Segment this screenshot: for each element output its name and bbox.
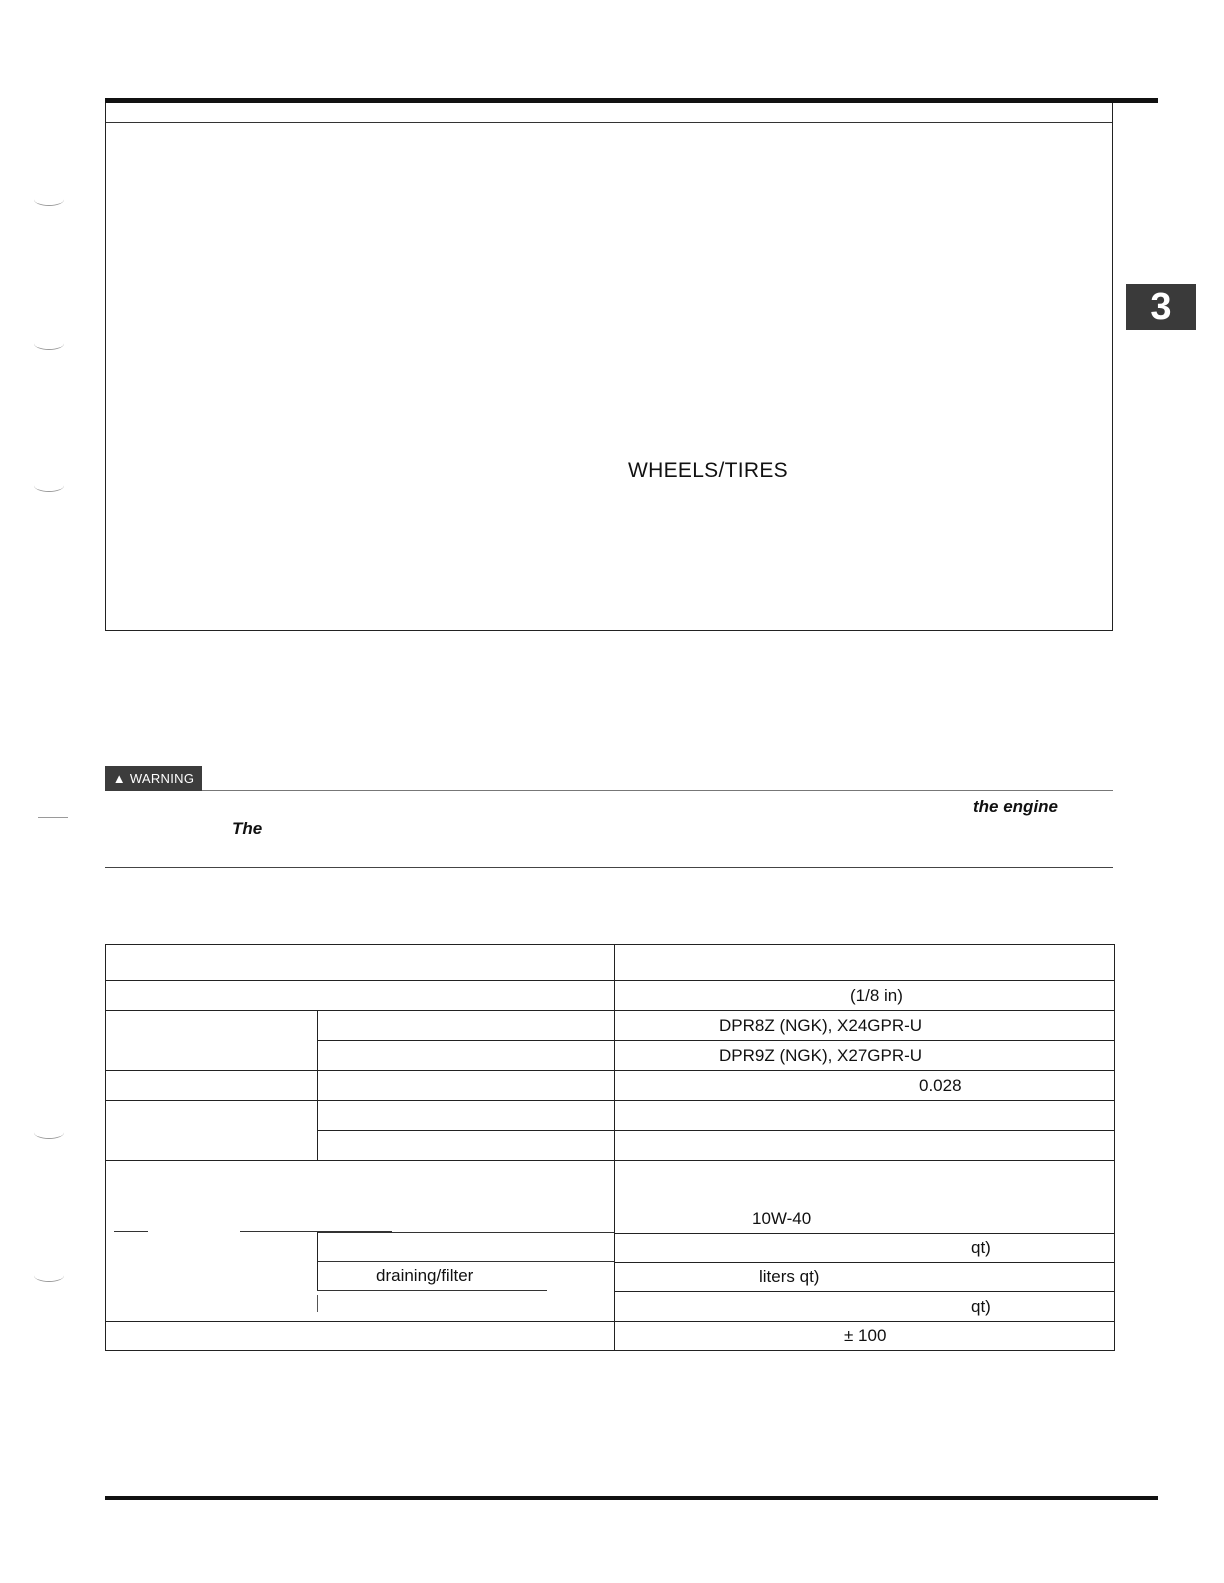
warning-bottom-rule (105, 867, 1113, 868)
spec-value-cell: DPR8Z (NGK), X24GPR-U (615, 1011, 1115, 1041)
spec-subitem-cell (318, 1011, 615, 1041)
spec-subitem-label: draining/filter (376, 1266, 474, 1285)
spec-value-cell: 0.028 (615, 1071, 1115, 1101)
spec-item-cell (106, 1161, 615, 1322)
toc-item-wheels-tires[interactable]: WHEELS/TIRES (628, 459, 788, 482)
spec-value-cell: liters qt) (615, 1263, 1115, 1292)
spec-item-cell (106, 981, 615, 1011)
spec-subitem-cell (318, 1071, 615, 1101)
spec-value-cell: ± 100 (615, 1322, 1115, 1351)
margin-binding-mark (34, 193, 64, 206)
spec-value-cell (615, 1131, 1115, 1161)
contents-box (105, 103, 1113, 631)
table-fragment-line (114, 1231, 148, 1232)
spec-value-cell: qt) (615, 1234, 1115, 1263)
table-fragment-line (317, 1295, 318, 1312)
table-row (106, 1071, 1115, 1101)
bottom-rule (105, 1496, 1158, 1500)
table-fragment-line (317, 1290, 547, 1291)
spec-value-cell: DPR9Z (NGK), X27GPR-U (615, 1041, 1115, 1071)
table-row (106, 1101, 1115, 1131)
table-fragment-line (317, 1261, 318, 1290)
spec-item-cell (106, 1071, 318, 1101)
table-fragment-line (317, 1232, 318, 1261)
table-row (106, 1322, 1115, 1351)
table-row (106, 1011, 1115, 1041)
specifications-table (105, 944, 1115, 1351)
warning-text-fragment: The (232, 819, 263, 838)
spec-item-cell (106, 945, 615, 981)
warning-label: WARNING (129, 771, 195, 786)
table-row (106, 945, 1115, 981)
spec-item-cell (106, 1011, 318, 1071)
spec-value-cell: 10W-40 (615, 1161, 1115, 1234)
margin-binding-mark (38, 805, 68, 818)
warning-text-fragment: the engine (973, 797, 1059, 816)
table-row (106, 981, 1115, 1011)
table-row (106, 1161, 1115, 1234)
spec-item-cell (106, 1322, 615, 1351)
table-fragment-line (317, 1232, 614, 1233)
spec-value-cell: (1/8 in) (615, 981, 1115, 1011)
margin-binding-mark (34, 1269, 64, 1282)
margin-binding-mark (34, 1126, 64, 1139)
margin-binding-mark (34, 479, 64, 492)
spec-subitem-cell (318, 1101, 615, 1131)
spec-subitem-cell (318, 1131, 615, 1161)
spec-subitem-cell (318, 1041, 615, 1071)
warning-triangle-icon: ▲ (112, 771, 126, 786)
chapter-tab: 3 (1126, 284, 1196, 330)
spec-value-cell (615, 945, 1115, 981)
warning-badge (105, 766, 202, 791)
spec-value-cell (615, 1101, 1115, 1131)
table-fragment-line (317, 1261, 614, 1262)
margin-binding-mark (34, 337, 64, 350)
warning-rule (202, 790, 1113, 791)
contents-header-line (106, 122, 1112, 123)
spec-value-cell: qt) (615, 1292, 1115, 1322)
spec-item-cell (106, 1101, 318, 1161)
